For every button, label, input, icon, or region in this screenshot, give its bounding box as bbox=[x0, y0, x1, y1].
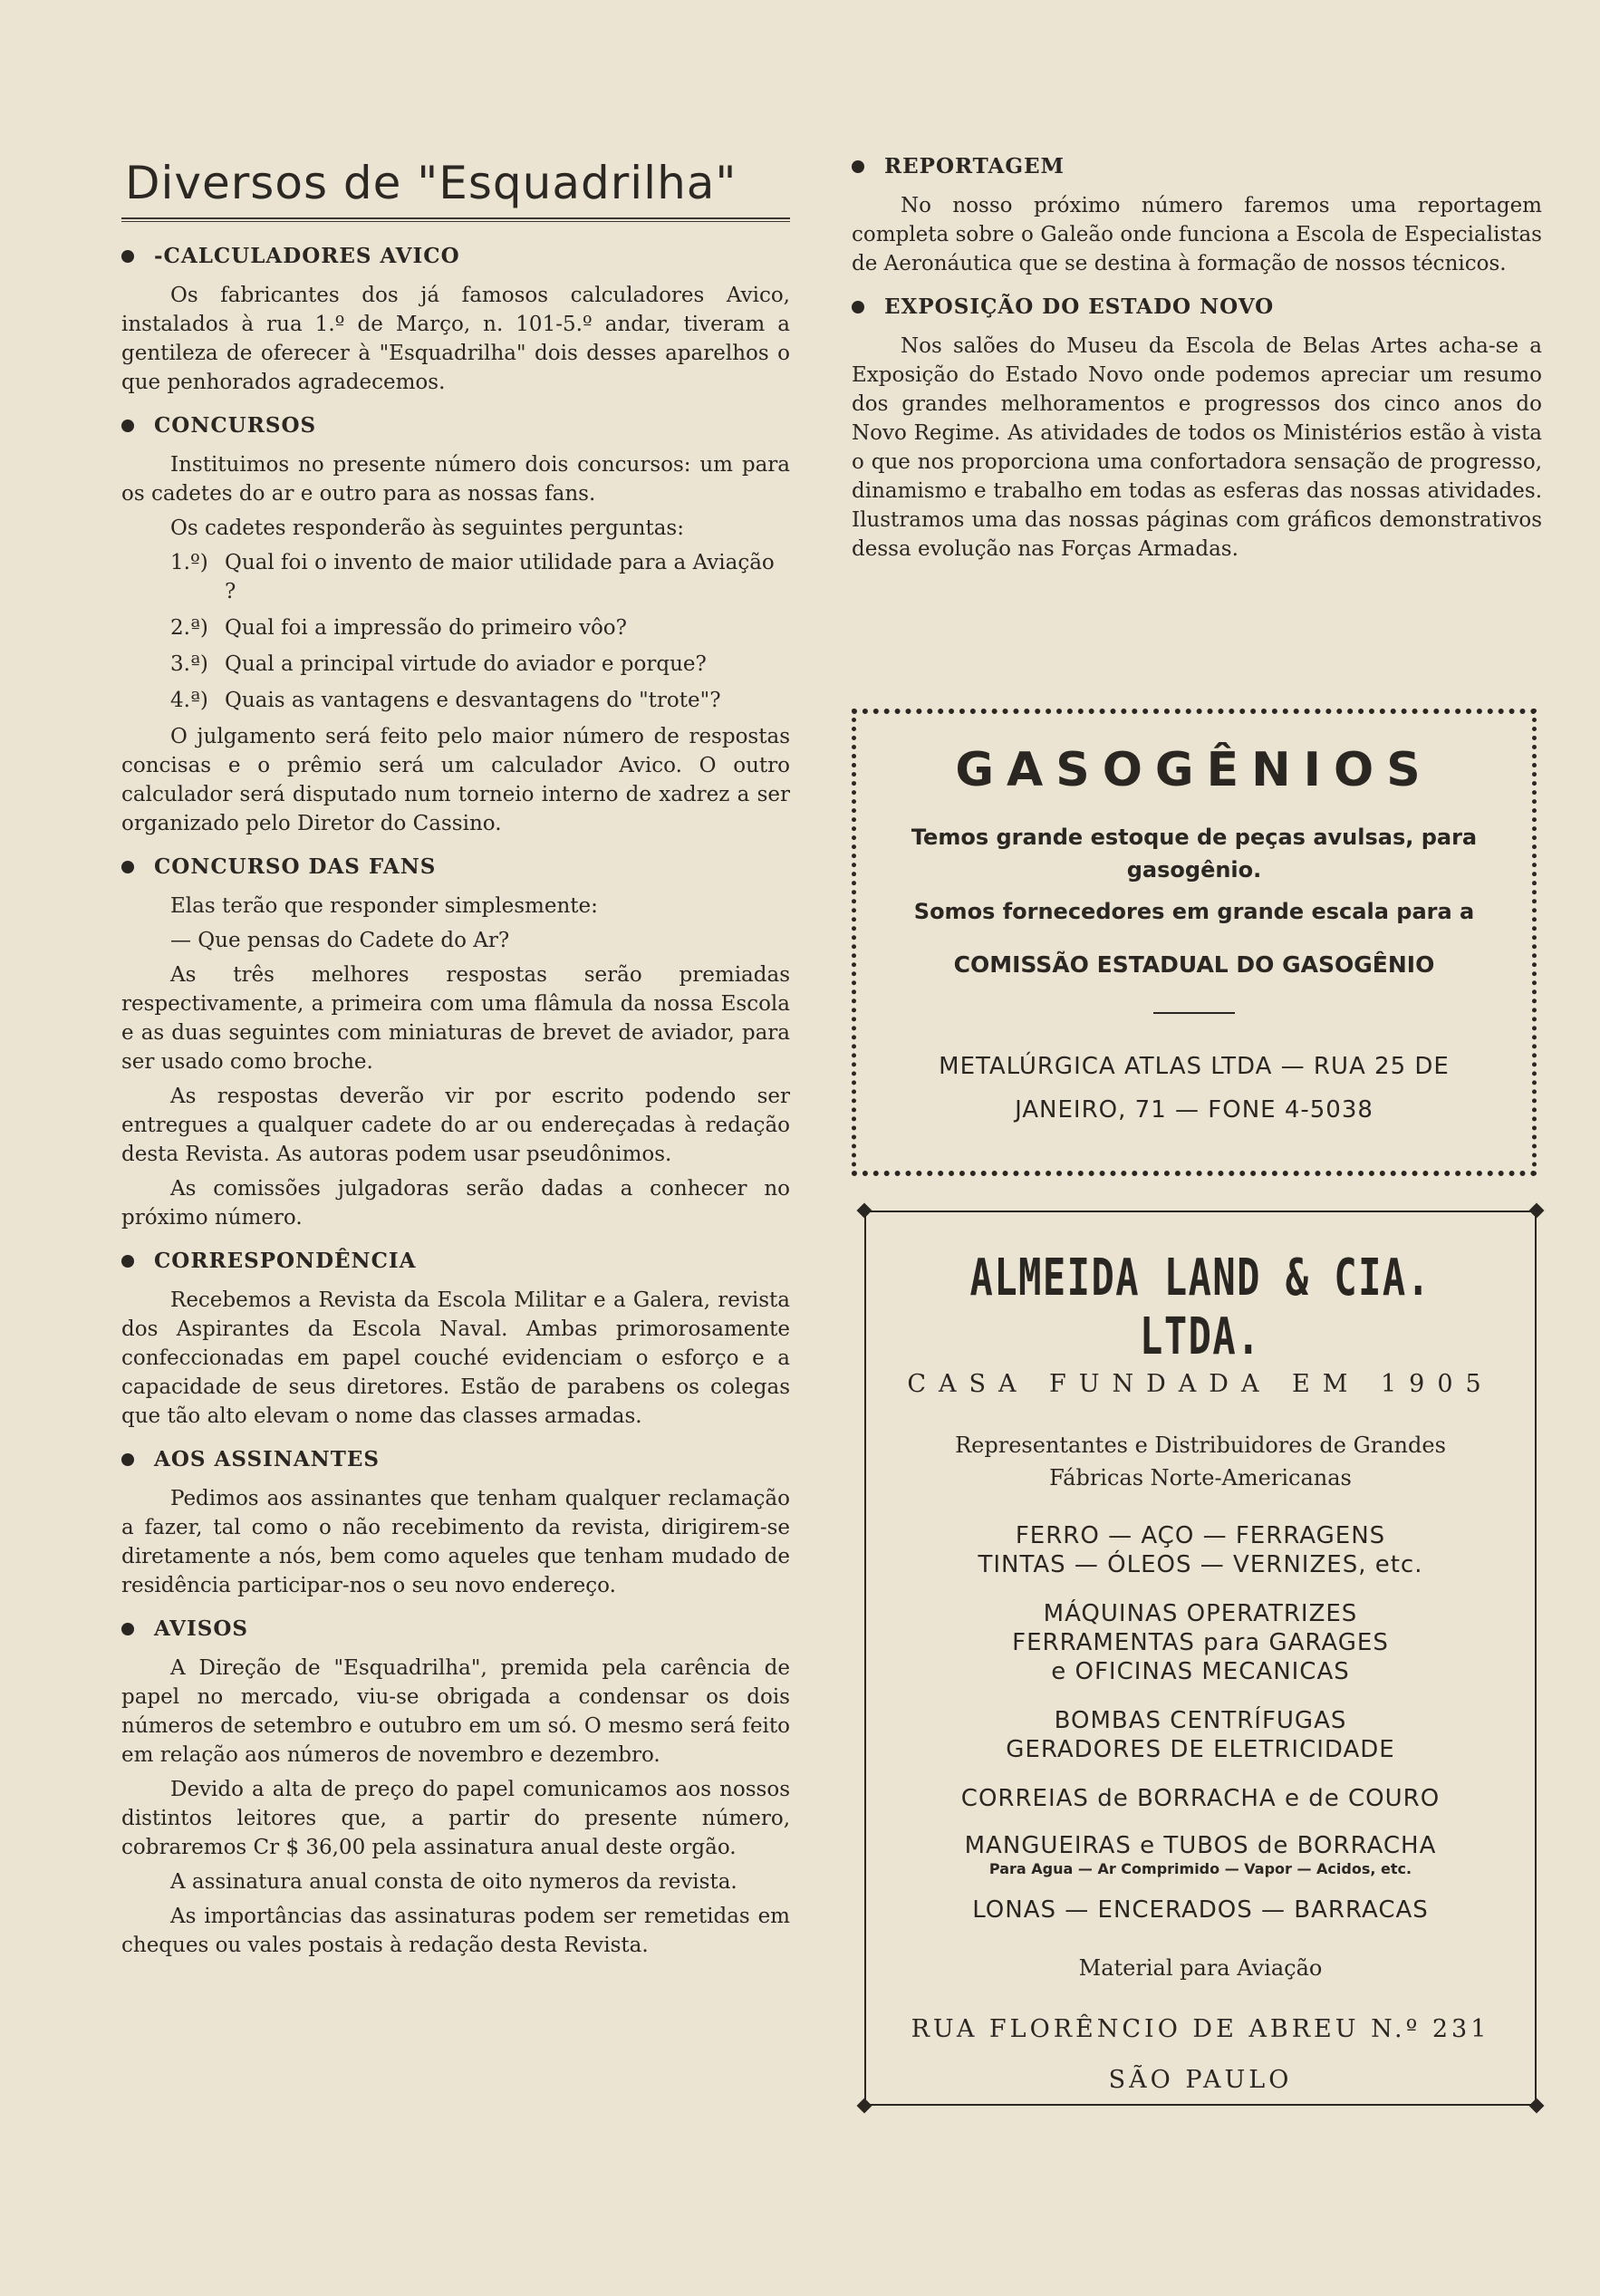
ad-almeida-b3b: GERADORES DE ELETRICIDADE bbox=[1006, 1736, 1395, 1763]
exposicao-text: Nos salões do Museu da Escola de Belas Artes acha-se a Exposição do Estado Novo onde podemos apreciar um resumo dos grandes melhoramentos e progressos dos cinco anos do Novo Regime. As atividades de todos os Ministérios estão à vista o que nos proporciona uma confortadora sensação de progresso, dinamismo e trabalho em todas as esferas das nossas atividades. Ilustramos uma das nossas páginas com gráficos demonstrativos dessa evolução nas Forças Armadas. bbox=[852, 334, 1542, 561]
fans-p4: As respostas deverão vir por escrito podendo ser entregues a qualquer cadete do ar ou endereçadas à redação desta Revista. As autoras podem usar pseudônimos. bbox=[121, 1085, 790, 1166]
correspondencia-text: Recebemos a Revista da Escola Militar e a Galera, revista dos Aspirantes da Escola Naval. Ambas primorosamente confeccionadas em papel couché evidenciam o esforço e a capacidade de seus diretores. Estão de parabens os colegas que tão alto elevam o nome das classes armadas. bbox=[121, 1288, 790, 1428]
question-item bbox=[170, 548, 790, 606]
question-number: 3.ª) bbox=[170, 652, 208, 676]
heading-correspondencia: CORRESPONDÊNCIA bbox=[154, 1249, 417, 1273]
bullet-icon bbox=[121, 1255, 134, 1268]
ad-almeida-land bbox=[864, 1211, 1537, 2106]
ad-almeida-b5s: Para Agua — Ar Comprimido — Vapor — Acidos, etc. bbox=[988, 1860, 1412, 1877]
fans-p3: As três melhores respostas serão premiadas respectivamente, a primeira com uma flâmula da nossa Escola e as duas seguintes com miniaturas de brevet de aviador, para ser usado como broche. bbox=[121, 963, 790, 1074]
ad-almeida-b2a: MÁQUINAS OPERATRIZES bbox=[1043, 1600, 1358, 1627]
section-concursos-heading bbox=[121, 413, 790, 438]
avisos-p1: A Direção de "Esquadrilha", premida pela carência de papel no mercado, viu-se obrigada a condensar os dois números de setembro e outubro em um só. O mesmo será feito em relação aos números de novembro e dezembro. bbox=[121, 1656, 790, 1767]
heading-fans: CONCURSO DAS FANS bbox=[154, 854, 437, 879]
section-correspondencia-heading bbox=[121, 1249, 790, 1273]
ad-almeida-rep1: Representantes e Distribuidores de Grandes bbox=[955, 1433, 1446, 1458]
avisos-p3: A assinatura anual consta de oito nymeros da revista. bbox=[170, 1870, 737, 1894]
heading-concursos: CONCURSOS bbox=[154, 413, 317, 438]
question-item bbox=[170, 613, 790, 642]
ad-gasogenios-line2: gasogênio. bbox=[1126, 857, 1262, 883]
bullet-icon bbox=[121, 1623, 134, 1635]
bullet-icon bbox=[121, 250, 134, 263]
ad-gasogenios-addr1: METALÚRGICA ATLAS LTDA — RUA 25 DE bbox=[939, 1053, 1450, 1080]
ad-almeida-b2b: FERRAMENTAS para GARAGES bbox=[1012, 1629, 1389, 1656]
fans-p5: As comissões julgadoras serão dadas a conhecer no próximo número. bbox=[121, 1177, 790, 1230]
avisos-p4: As importâncias das assinaturas podem ser remetidas em cheques ou vales postais à redação desta Revista. bbox=[121, 1905, 790, 1957]
page-title: Diversos de "Esquadrilha" bbox=[125, 157, 737, 209]
assinantes-text: Pedimos aos assinantes que tenham qualquer reclamação a fazer, tal como o não recebimento da revista, dirigirem-se diretamente a nós, bem como aqueles que tenham mudado de residência participar-nos o seu novo endereço. bbox=[121, 1487, 790, 1597]
ad-gasogenios-line1: Temos grande estoque de peças avulsas, para bbox=[911, 825, 1478, 850]
section-reportagem-heading bbox=[852, 154, 1542, 178]
heading-assinantes: AOS ASSINANTES bbox=[154, 1447, 380, 1471]
title-rule bbox=[121, 217, 790, 222]
section-avisos-heading bbox=[121, 1616, 790, 1641]
corner-diamond-icon bbox=[1529, 1203, 1545, 1219]
ad-almeida-addr1: RUA FLORÊNCIO DE ABREU N.º 231 bbox=[911, 2015, 1490, 2043]
section-exposicao-heading bbox=[852, 294, 1542, 319]
concursos-p3: O julgamento será feito pelo maior número de respostas concisas e o prêmio será um calculador Avico. O outro calculador será disputado num torneio interno de xadrez a ser organizado pelo Diretor do Cassino. bbox=[121, 725, 790, 835]
ad-almeida-b2c: e OFICINAS MECANICAS bbox=[1051, 1658, 1350, 1685]
bullet-icon bbox=[852, 301, 864, 314]
fans-p1: Elas terão que responder simplesmente: bbox=[170, 894, 598, 918]
question-text: Qual a principal virtude do aviador e porque? bbox=[225, 652, 707, 676]
corner-diamond-icon bbox=[857, 1203, 872, 1219]
heading-avisos: AVISOS bbox=[154, 1616, 249, 1641]
ad-almeida-b3a: BOMBAS CENTRÍFUGAS bbox=[1054, 1707, 1347, 1734]
question-text: Qual foi a impressão do primeiro vôo? bbox=[225, 616, 627, 640]
left-column bbox=[121, 154, 790, 1965]
question-text: Quais as vantagens e desvantagens do "trote"? bbox=[225, 689, 721, 712]
ad-almeida-addr2: SÃO PAULO bbox=[1108, 2066, 1293, 2094]
ad-almeida-b1b: TINTAS — ÓLEOS — VERNIZES, etc. bbox=[978, 1551, 1423, 1578]
ad-almeida-b5: MANGUEIRAS e TUBOS de BORRACHA bbox=[964, 1832, 1437, 1859]
question-number: 2.ª) bbox=[170, 616, 208, 640]
ad-gasogenios-addr2: JANEIRO, 71 — FONE 4-5038 bbox=[1015, 1096, 1373, 1124]
section-fans-heading bbox=[121, 854, 790, 879]
concursos-p2: Os cadetes responderão às seguintes perguntas: bbox=[170, 516, 684, 540]
reportagem-text: No nosso próximo número faremos uma reportagem completa sobre o Galeão onde funciona a Escola de Especialistas de Aeronáutica que se destina à formação de nossos técnicos. bbox=[852, 194, 1542, 275]
question-text: Qual foi o invento de maior utilidade para a Aviação ? bbox=[225, 551, 775, 603]
ad-gasogenios-divider bbox=[1153, 1012, 1235, 1014]
ad-almeida-name: ALMEIDA LAND & CIA. LTDA. bbox=[969, 1249, 1431, 1366]
question-item bbox=[170, 650, 790, 679]
fans-p2: — Que pensas do Cadete do Ar? bbox=[170, 929, 510, 952]
bullet-icon bbox=[121, 1453, 134, 1466]
right-column bbox=[852, 154, 1542, 569]
question-number: 1.º) bbox=[170, 551, 208, 574]
heading-reportagem: REPORTAGEM bbox=[884, 154, 1065, 178]
ad-gasogenios-line3: Somos fornecedores em grande escala para a bbox=[913, 899, 1475, 924]
ad-almeida-b4: CORREIAS de BORRACHA e de COURO bbox=[960, 1785, 1441, 1812]
avisos-p2: Devido a alta de preço do papel comunicamos aos nossos distintos leitores que, a partir do presente número, cobraremos Cr $ 36,00 pela assinatura anual deste orgão. bbox=[121, 1778, 790, 1859]
ad-gasogenios-line4: COMISSÃO ESTADUAL DO GASOGÊNIO bbox=[953, 951, 1435, 978]
bullet-icon bbox=[121, 861, 134, 873]
question-item bbox=[170, 686, 790, 715]
ad-almeida-b6: LONAS — ENCERADOS — BARRACAS bbox=[972, 1896, 1429, 1924]
question-number: 4.ª) bbox=[170, 689, 208, 712]
section-calculadores-heading bbox=[121, 244, 790, 268]
heading-calculadores: -CALCULADORES AVICO bbox=[154, 244, 460, 268]
calculadores-text: Os fabricantes dos já famosos calculadores Avico, instalados à rua 1.º de Março, n. 101-5.º andar, tiveram a gentileza de oferecer à "Esquadrilha" dois desses aparelhos o que penhorados agradecemos. bbox=[121, 284, 790, 394]
concursos-p1: Instituimos no presente número dois concursos: um para os cadetes do ar e outro para as nossas fans. bbox=[121, 453, 790, 506]
bullet-icon bbox=[852, 160, 864, 173]
section-assinantes-heading bbox=[121, 1447, 790, 1471]
ad-gasogenios-title: GASOGÊNIOS bbox=[955, 743, 1433, 797]
ad-almeida-b1a: FERRO — AÇO — FERRAGENS bbox=[1015, 1522, 1386, 1549]
ad-almeida-since: CASA FUNDADA EM 1905 bbox=[907, 1370, 1494, 1398]
ad-almeida-b7: Material para Aviação bbox=[1078, 1955, 1323, 1981]
ad-almeida-rep2: Fábricas Norte-Americanas bbox=[1049, 1465, 1352, 1490]
ad-gasogenios bbox=[852, 709, 1537, 1176]
heading-exposicao: EXPOSIÇÃO DO ESTADO NOVO bbox=[884, 294, 1275, 319]
bullet-icon bbox=[121, 420, 134, 432]
